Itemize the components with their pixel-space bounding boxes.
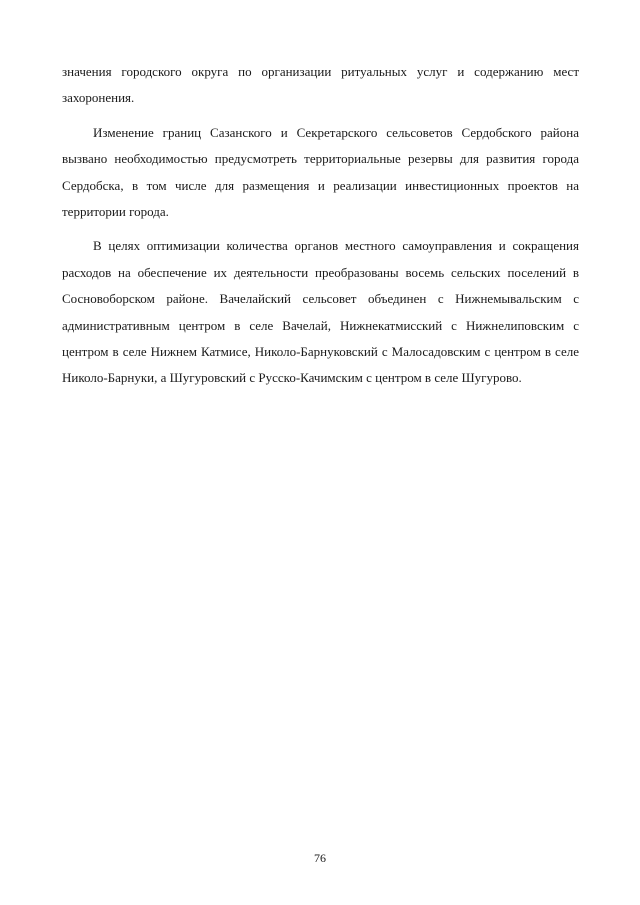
paragraph-border-changes: Изменение границ Сазанского и Секретарского сельсоветов Сердобского района вызвано необходимостью предусмотреть территориальные резервы для развития города Сердобска, в том числе для размещения и реализации инвестиционных проектов на территории города. [62,124,579,220]
page-number: 76 [314,851,326,865]
paragraph-settlement-merger: В целях оптимизации количества органов местного самоуправления и сокращения расходов на обеспечение их деятельности преобразованы восемь сельских поселений в Сосновоборском районе. Вачелайский сельсовет объединен с Нижнемывальским с административным центром в селе Вачелай, Нижнекатмисский с Нижнелиповским с центром в селе Нижнем Катмисе, Николо-Барнуковский с Малосадовским с центром в селе Николо-Барнуки, а Шугуровский с Русско-Качимским с центром в селе Шугурово. [62,238,579,386]
document-body [62,59,579,392]
paragraph-continuation: значения городского округа по организации ритуальных услуг и содержанию мест захоронения. [62,64,579,106]
